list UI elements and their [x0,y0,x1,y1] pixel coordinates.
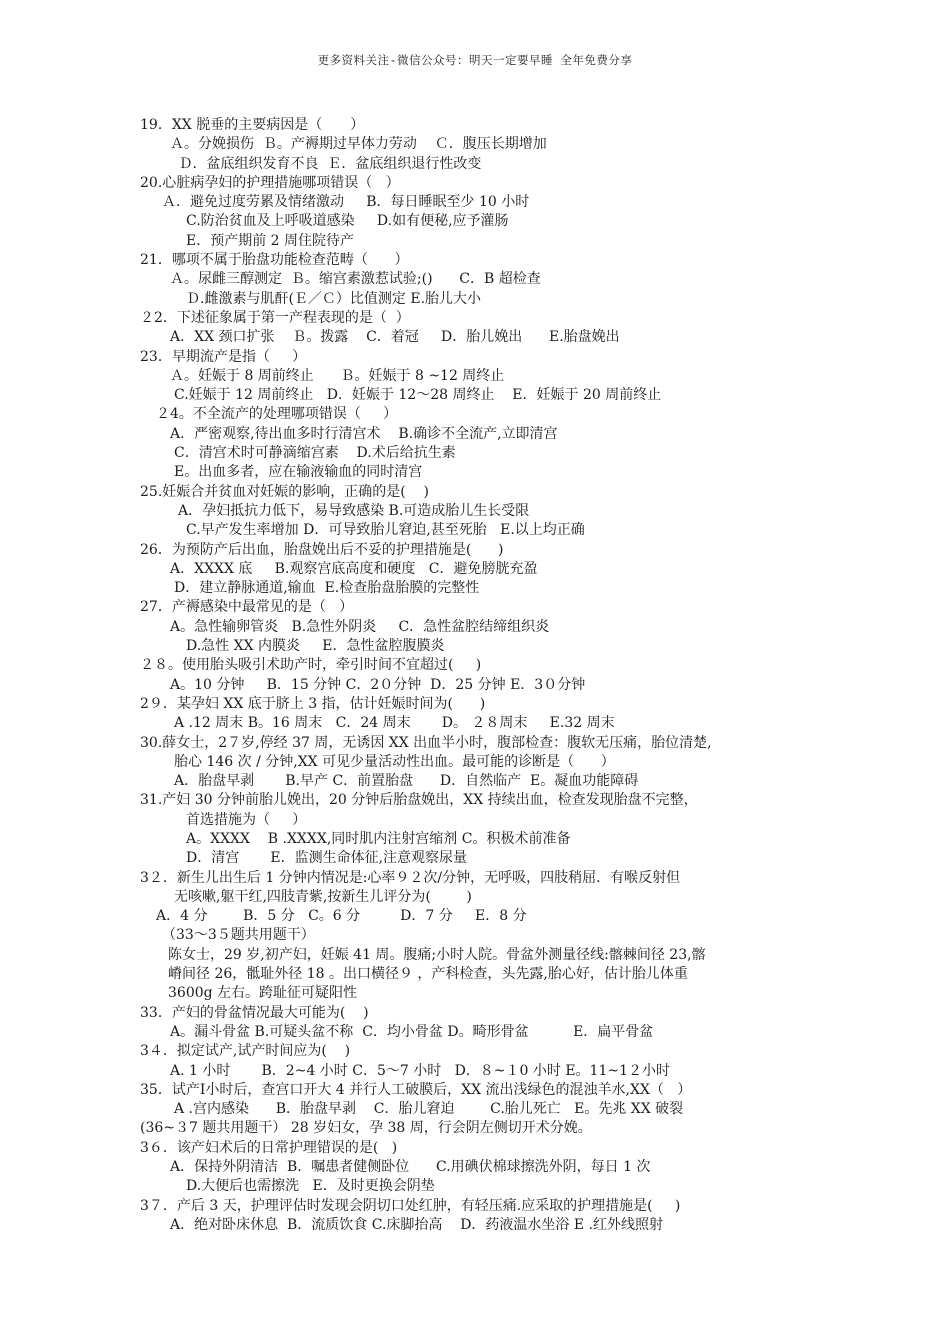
option-line: Ｄ.雌激素与肌酐(Ｅ／Ｃ）比值测定 E.胎儿大小 [186,290,482,307]
page-header: 更多资料关注-微信公众号：明天一定要早睡 全年免费分享 [317,53,633,67]
question-line: 31.产妇 30 分钟前胎儿娩出，20 分钟后胎盘娩出，XX 持续出血，检查发现胎盘不完整， [140,792,698,809]
question-line: 20.心脏病孕妇的护理措施哪项错误（ ） [140,174,400,191]
question-line: 3７．产后 3 天，护理评估时发现会阴切口处红肿，有轻压痛.应采取的护理措施是( ) [140,1197,681,1214]
option-line: A．胎盘早剥 B.早产 C．前置胎盘 D．自然临产 E。凝血功能障碍 [174,773,639,790]
option-line: A．XX 颈口扩张 Ｂ。拨露 C．着冠 D．胎儿娩出 E.胎盘娩出 [170,329,620,346]
option-line: Ｄ．盆底组织发育不良 Ｅ．盆底组织退行性改变 [174,155,482,172]
option-line: D.急性 XX 内膜炎 E．急性盆腔腹膜炎 [186,638,445,655]
question-line: 25.妊娠合并贫血对妊娠的影响，正确的是( ) [140,483,429,500]
option-line: Ａ。分娩损伤 Ｂ。产褥期过早体力劳动 Ｃ．腹压长期增加 [170,136,547,153]
question-line: 2９．某孕妇 XX 底于脐上 3 指，估计妊娠时间为( ) [140,695,486,712]
option-line: 3600g 左右。跨耻征可疑阳性 [168,985,358,1002]
option-line: A．4 分 B．5 分 C。6 分 D．7 分 E．8 分 [156,908,527,925]
option-line: （33～3５题共用题干） [162,927,315,944]
option-line: C.早产发生率增加 D．可导致胎儿窘迫,甚至死胎 E.以上均正确 [186,522,585,539]
option-line: Ａ。妊娠于 8 周前终止 Ｂ。妊娠于 8 ~12 周终止 [170,367,505,384]
exam-questions [140,116,820,1235]
option-line: A .12 周末 B。16 周末 C．24 周末 D。 ２８周末 E.32 周末 [174,715,615,732]
option-line: 胎心 146 次 / 分钟,XX 可见少量活动性出血。最可能的诊断是（ ） [174,753,615,770]
option-line: C.防治贫血及上呼吸道感染 D.如有便秘,应予灌肠 [186,213,509,230]
question-line: (36~３7 题共用题干） 28 岁妇女，孕 38 周，行会阴左侧切开术分娩。 [140,1120,592,1137]
question-line: 35．试产Ⅰ小时后，查宫口开大 4 并行人工破膜后，XX 流出浅绿色的混浊羊水,XX（ ） [140,1081,692,1098]
option-line: 首选措施为（ ） [186,811,307,828]
option-line: C.妊娠于 12 周前终止 D．妊娠于 12～28 周终止 E．妊娠于 20 周前终止 [174,387,662,404]
question-line: 3６．该产妇术后的日常护理错误的是( ) [140,1139,398,1156]
option-line: D．清宫 E．监测生命体征,注意观察尿量 [186,850,468,867]
option-line: Ａ．避免过度劳累及情绪激动 B．每日睡眠至少 10 小时 [162,194,530,211]
question-line: ２2．下述征象属于第一产程表现的是（ ） [140,309,410,326]
option-line: E．预产期前 2 周住院待产 [186,232,355,249]
question-line: 33．产妇的骨盆情况最大可能为( ) [140,1004,369,1021]
option-line: E。出血多者，应在输液输血的同时清宫 [174,464,423,481]
question-line: 30.薛女士，2７岁,停经 37 周，无诱因 XX 出血半小时，腹部检查：腹软无压痛，胎位清楚, [140,734,712,751]
question-line: 26．为预防产后出血，胎盘娩出后不妥的护理措施是( ) [140,541,504,558]
option-line: A. 1 小时 B．2~4 小时 C．5～7 小时 D．８~１0 小时 E。11~1２小时 [170,1062,671,1079]
question-line: 3２．新生儿出生后 1 分钟内情况是:心率９２次/分钟，无呼吸，四肢稍屈．有喉反射但 [140,869,681,886]
question-line: ２８。使用胎头吸引术助产时，牵引时间不宜超过( ) [140,657,482,674]
option-line: A .宫内感染 B．胎盘早剥 C．胎儿窘迫 C.胎儿死亡 E。先兆 XX 破裂 [174,1101,684,1118]
option-line: A．严密观察,待出血多时行清宫术 B.确诊不全流产,立即清宫 [170,425,558,442]
option-line: D．建立静脉通道,输血 E.检查胎盘胎膜的完整性 [174,580,480,597]
option-line: ２4。不全流产的处理哪项错误（ ） [156,406,398,423]
option-line: A。XXXX B .XXXX,同时肌内注射宫缩剂 C。积极术前准备 [186,830,571,847]
question-line: 19．XX 脱垂的主要病因是（ ） [140,117,365,133]
question-line: 23．早期流产是指（ ） [140,348,307,365]
option-line: A．绝对卧床休息 B．流质饮食 C.床脚抬高 D．药液温水坐浴 E .红外线照射 [170,1216,664,1233]
option-line: C．清宫术时可静滴缩宫素 D.术后给抗生素 [174,445,456,462]
question-line: 3４．拟定试产,试产时间应为( ) [140,1043,351,1060]
question-line: 27．产褥感染中最常见的是（ ） [140,599,354,616]
option-line: A．保持外阴清洁 B．嘱患者健侧卧位 C.用碘伏棉球擦洗外阴，每日 1 次 [170,1159,651,1176]
option-line: 无咳嗽,躯干红,四肢青紫,按新生儿评分为( ) [174,888,472,905]
option-line: A。10 分钟 B．15 分钟 C．2０分钟 D．25 分钟 E．3０分钟 [170,676,586,693]
option-line: 嵴间径 26，骶耻外径 18 。出口横径９ ，产科检查，头先露,胎心好，估计胎儿体重 [168,966,688,983]
question-line: 21．哪项不属于胎盘功能检查范畴（ ） [140,252,409,269]
option-line: D.大便后也需擦洗 E．及时更换会阴垫 [186,1178,435,1195]
option-line: A。急性输卵管炎 B.急性外阴炎 C．急性盆腔结缔组织炎 [170,618,550,635]
option-line: 陈女士，29 岁,初产妇，妊娠 41 周。腹痛;小时人院。骨盆外测量径线:髂棘间径 23,髂 [168,946,706,963]
option-line: A．孕妇抵抗力低下，易导致感染 B.可造成胎儿生长受限 [178,502,530,519]
option-line: A。漏斗骨盆 B.可疑头盆不称 C．均小骨盆 D。畸形骨盆 E．扁平骨盆 [170,1023,654,1040]
option-line: A．XXXX 底 B.观察宫底高度和硬度 C．避免膀胱充盈 [170,560,538,577]
option-line: Ａ。尿雌三醇测定 Ｂ。缩宫素激惹试验;() C．B 超检查 [170,271,541,288]
